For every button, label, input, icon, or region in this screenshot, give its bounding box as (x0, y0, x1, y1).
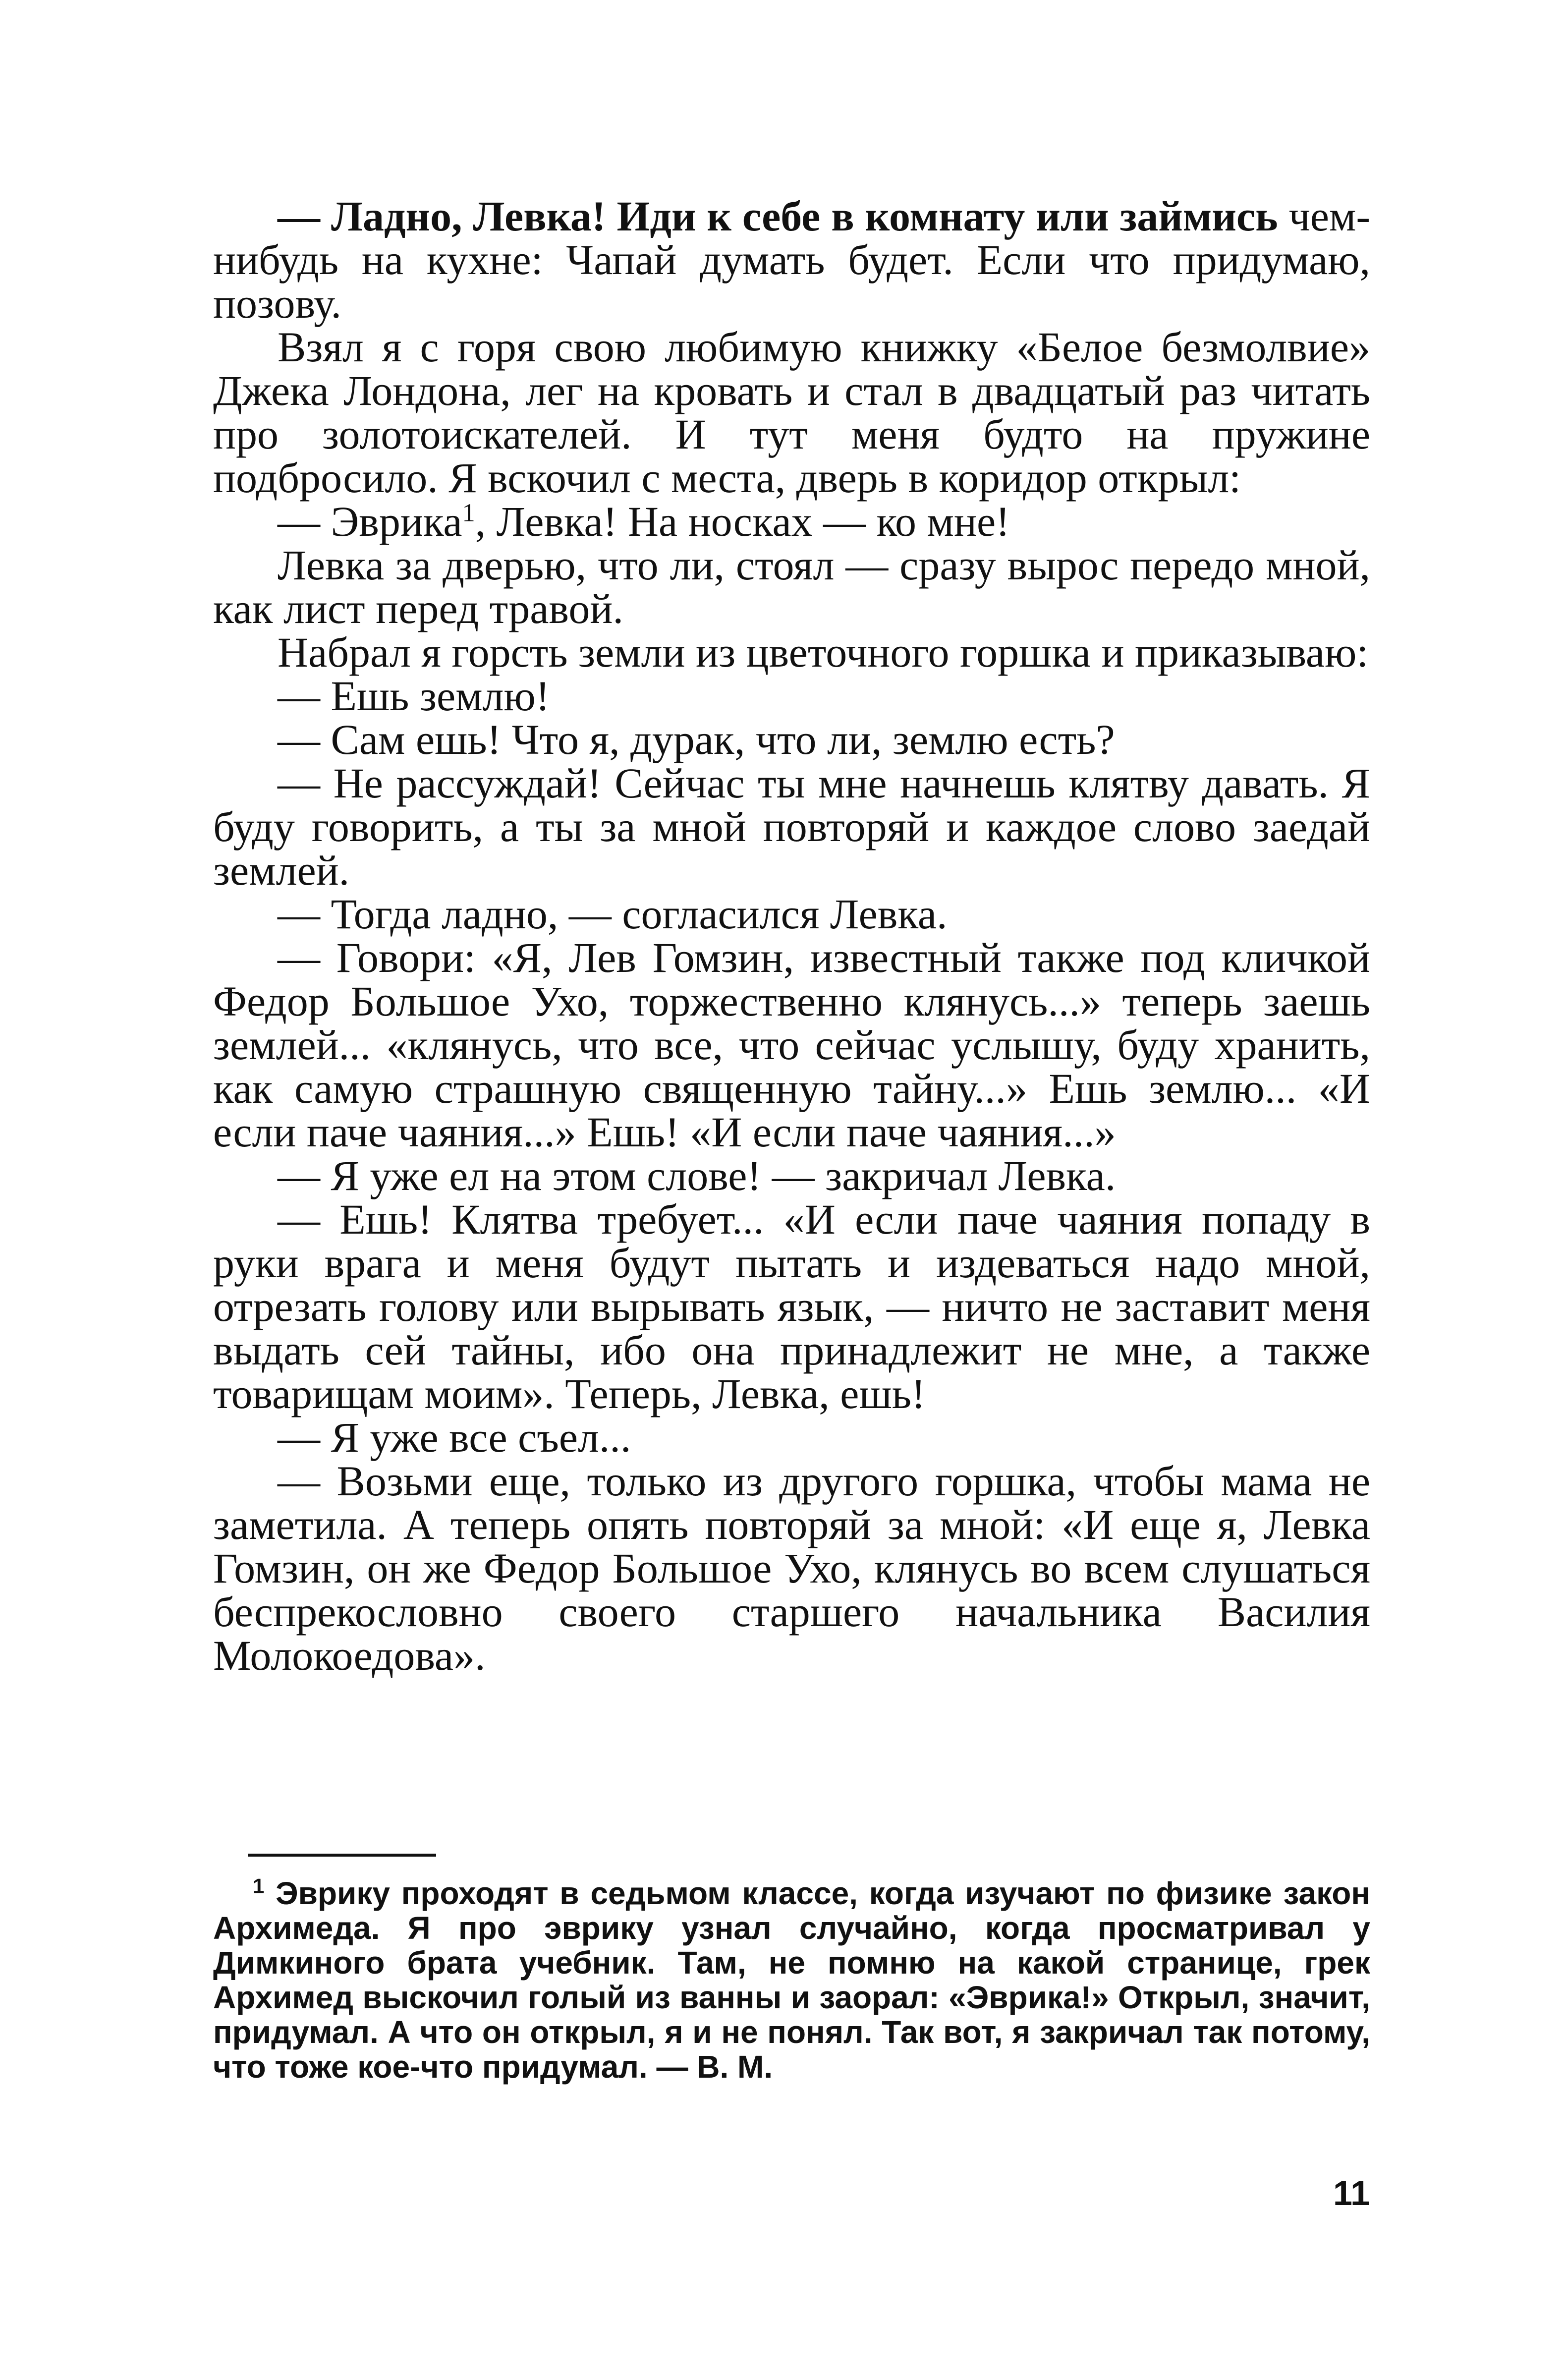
footnote (213, 1876, 1370, 2084)
paragraph: Левка за дверью, что ли, стоял — сразу вырос передо мной, как лист перед травой. (213, 541, 1370, 632)
footnote-mark: 1 (253, 1874, 265, 1898)
footnote-divider (248, 1854, 436, 1857)
page-number: 11 (1333, 2174, 1370, 2212)
main-text (213, 194, 1370, 1677)
paragraph-text: чем-нибудь на кухне: Чапай думать будет. Если что придумаю, позову. (213, 192, 1370, 327)
paragraph: — Ешь землю! (278, 672, 550, 720)
paragraph-text: , Левка! На носках — ко мне! (475, 498, 1010, 545)
paragraph: — Тогда ладно, — согласился Левка. (278, 890, 948, 938)
footnote-reference: 1 (462, 499, 475, 527)
paragraph: — Ешь! Клятва требует... «И если паче чаяния попаду в руки врага и меня будут пытать и издеваться надо мной, отрезать голову или вырывать язык, — ничто не заставит меня выдать сей тайны, ибо она принадлежит не мне, а также товарищам моим». Теперь, Левка, ешь! (213, 1195, 1370, 1417)
paragraph: — Я уже все съел... (278, 1414, 631, 1461)
paragraph: — Я уже ел на этом слове! — закричал Левка. (278, 1152, 1116, 1199)
paragraph: — Сам ешь! Что я, дурак, что ли, землю есть? (278, 716, 1115, 763)
footnote-text: Эврику проходят в седьмом классе, когда изучают по физике закон Архимеда. Я про эврику узнал случайно, когда просматривал у Димкиного брата учебник. Там, не помню на какой странице, грек Архимед выскочил голый из ванны и заорал: «Эврика!» Открыл, значит, придумал. А что он открыл, я и не понял. Так вот, я закричал так потому, что тоже кое-что придумал. — В. М. (213, 1875, 1370, 2085)
paragraph-lead: — Ладно, Левка! Иди к себе в комнату или займись (278, 192, 1278, 240)
paragraph: — Говори: «Я, Лев Гомзин, известный также под кличкой Федор Большое Ухо, торжественно клянусь...» теперь заешь землей... «клянусь, что все, что сейчас услышу, буду хранить, как самую страшную священную тайну...» Ешь землю... «И если паче чаяния...» Ешь! «И если паче чаяния...» (213, 934, 1370, 1156)
paragraph: — Не рассуждай! Сейчас ты мне начнешь клятву давать. Я буду говорить, а ты за мной повторяй и каждое слово заедай землей. (213, 759, 1370, 894)
paragraph: Взял я с горя свою любимую книжку «Белое безмолвие» Джека Лондона, лег на кровать и стал в двадцатый раз читать про золотоискателей. И тут меня будто на пружине подбросило. Я вскочил с места, дверь в коридор открыл: (213, 323, 1370, 502)
paragraph (213, 194, 1370, 325)
paragraph (213, 500, 1370, 543)
paragraph: Набрал я горсть земли из цветочного горшка и приказываю: (278, 628, 1369, 676)
paragraph: — Возьми еще, только из другого горшка, чтобы мама не заметила. А теперь опять повторяй за мной: «И еще я, Левка Гомзин, он же Федор Большое Ухо, клянусь во всем слушаться беспрекословно своего старшего начальника Василия Молокоедова». (213, 1457, 1370, 1679)
paragraph-text: — Эврика (278, 498, 462, 545)
